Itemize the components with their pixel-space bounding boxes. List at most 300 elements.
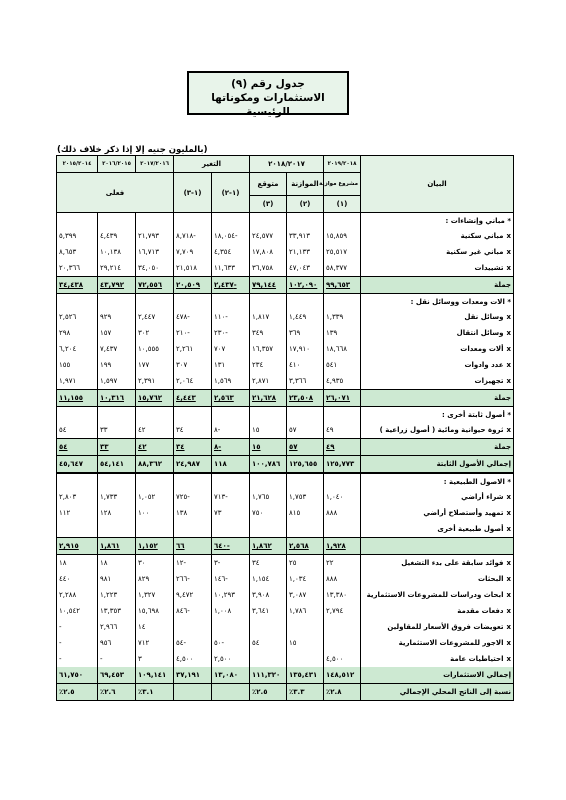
section-row bbox=[57, 407, 514, 423]
cell-value: ٧٩,١٤٤ bbox=[250, 277, 287, 294]
cell-value: ٤,٥٠٠ bbox=[324, 651, 361, 667]
cell-value: ٢,٥٢٦ bbox=[57, 309, 98, 325]
cell-value bbox=[324, 521, 361, 538]
table-row bbox=[57, 244, 514, 260]
cell-value: ٥٠- bbox=[212, 635, 250, 651]
cell-value: ١٠,٥٥٥ bbox=[136, 341, 174, 357]
cell-value: ٥٤ bbox=[250, 635, 287, 651]
row-label: xابحاث ودراسات للمشروعات الاستثمارية bbox=[361, 587, 514, 603]
cell-value: ٨٤٦- bbox=[174, 603, 212, 619]
cell-value: ١٢٥,٦٥٥ bbox=[287, 456, 324, 474]
cell-value: ٨٨٨ bbox=[324, 571, 361, 587]
cell-value bbox=[136, 473, 174, 489]
row-label: xأصول طبيعية أخرى bbox=[361, 521, 514, 538]
cell-value: ٥٤ bbox=[57, 439, 98, 456]
cell-value: ٢٥ bbox=[287, 555, 324, 572]
cell-value: ١,٥٦٩ bbox=[212, 373, 250, 390]
cell-value: ٧٣ bbox=[212, 505, 250, 521]
cell-value: ٣٠ bbox=[136, 555, 174, 572]
cell-value: ٢٢ bbox=[324, 555, 361, 572]
cell-value: ١٦,٣٥٧ bbox=[250, 341, 287, 357]
cell-value: ١,٣٢٧ bbox=[136, 587, 174, 603]
cell-value bbox=[287, 213, 324, 229]
cell-value: ٥٤- bbox=[174, 635, 212, 651]
cell-value bbox=[98, 213, 136, 229]
bullet-x-icon: x bbox=[506, 575, 511, 583]
cell-value bbox=[287, 651, 324, 667]
cell-value: ١٩٩ bbox=[98, 357, 136, 373]
cell-value: ٨,٧١٨- bbox=[174, 228, 212, 244]
cell-value: ١٨,٠٥٤- bbox=[212, 228, 250, 244]
table-row bbox=[57, 489, 514, 505]
cell-value: ١,٩٧١ bbox=[57, 373, 98, 390]
cell-value: ٣,٣٦٦ bbox=[287, 373, 324, 390]
bullet-x-icon: x bbox=[506, 591, 511, 599]
cell-value: ٢٣٤ bbox=[250, 357, 287, 373]
cell-value: ٥٤,١٤١ bbox=[98, 456, 136, 474]
bullet-x-icon: x bbox=[506, 559, 511, 567]
row-label: xمباني غير سكنية bbox=[361, 244, 514, 260]
cell-value: - bbox=[57, 619, 98, 635]
section-row bbox=[57, 473, 514, 489]
cell-value: ١٥٧ bbox=[98, 325, 136, 341]
bullet-x-icon: x bbox=[506, 493, 511, 501]
cell-value bbox=[57, 521, 98, 538]
cell-value: ٣٤ bbox=[250, 555, 287, 572]
bullet-x-icon: x bbox=[506, 623, 511, 631]
bullet-x-icon: x bbox=[506, 607, 511, 615]
cell-value: ١٠,٢٩٣ bbox=[212, 587, 250, 603]
cell-value: ١,٠٤٠ bbox=[324, 489, 361, 505]
cell-value: ١,٧٣٣ bbox=[98, 489, 136, 505]
cell-value: ١٦,٧١٣ bbox=[136, 244, 174, 260]
header-change-a: (١-٢) bbox=[212, 173, 250, 213]
cell-value bbox=[174, 213, 212, 229]
bullet-x-icon: x bbox=[506, 639, 511, 647]
bullet-x-icon: x bbox=[506, 329, 511, 337]
cell-value: ٧٥٠ bbox=[250, 505, 287, 521]
cell-value: ١,٧٥٣ bbox=[287, 489, 324, 505]
cell-value: ٣٣ bbox=[98, 422, 136, 439]
cell-value: ١٤٨,٥١٢ bbox=[324, 667, 361, 684]
cell-value: ٢,٣٩١ bbox=[136, 373, 174, 390]
cell-value: ٪٢.٥ bbox=[250, 684, 287, 701]
cell-value: ٪٢.٥ bbox=[57, 684, 98, 701]
cell-value: ٣ bbox=[136, 651, 174, 667]
cell-value: ٪٢.٨ bbox=[324, 684, 361, 701]
header-proj-n: (١) bbox=[324, 196, 361, 213]
cell-value: ٧٢,٥٥٦ bbox=[136, 277, 174, 294]
row-label: xفوائد سابقة على بدء التشغيل bbox=[361, 555, 514, 572]
cell-value: ١,٥٩٧ bbox=[98, 373, 136, 390]
cell-value: ١,٢٢٣ bbox=[98, 587, 136, 603]
cell-value bbox=[174, 294, 212, 310]
cell-value: ٢٦,٠٧١ bbox=[324, 390, 361, 407]
cell-value: ٧٢٥- bbox=[174, 489, 212, 505]
cell-value: ٤,٣٥٤ bbox=[212, 244, 250, 260]
cell-value: ٣٤ bbox=[174, 422, 212, 439]
cell-value: ١,٩٢٨ bbox=[324, 538, 361, 555]
cell-value bbox=[324, 294, 361, 310]
row-label: xألات ومعدات bbox=[361, 341, 514, 357]
cell-value: ٤٩ bbox=[324, 422, 361, 439]
row-label: xعدد وادوات bbox=[361, 357, 514, 373]
cell-value: ٣٣ bbox=[98, 439, 136, 456]
cell-value: ١,٧٨٦ bbox=[287, 603, 324, 619]
header-change-b: (١-٣) bbox=[174, 173, 212, 213]
cell-value bbox=[136, 521, 174, 538]
cell-value: ١١٨ bbox=[212, 456, 250, 474]
cell-value: ١,١٥٢ bbox=[136, 538, 174, 555]
header-proj: مشروع موازنة bbox=[324, 173, 361, 196]
cell-value: ٢,٩١٥ bbox=[57, 538, 98, 555]
cell-value: ٢,٥٦٨ bbox=[287, 538, 324, 555]
cell-value: ٨,٦٥٣ bbox=[57, 244, 98, 260]
cell-value: ١٠,٣١٦ bbox=[98, 390, 136, 407]
cell-value bbox=[136, 407, 174, 423]
cell-value: ٦٦ bbox=[174, 538, 212, 555]
cell-value: ٣,٦٤١ bbox=[250, 603, 287, 619]
table-row bbox=[57, 571, 514, 587]
table-row bbox=[57, 309, 514, 325]
cell-value: ٧١٢ bbox=[136, 635, 174, 651]
total-row bbox=[57, 439, 514, 456]
bullet-x-icon: x bbox=[506, 345, 511, 353]
cell-value: ١٣٩ bbox=[324, 325, 361, 341]
cell-value: ٨- bbox=[212, 439, 250, 456]
cell-value: ٤,٩٣٥ bbox=[324, 373, 361, 390]
row-label: إجمالي الاستثمارات bbox=[361, 667, 514, 684]
total-row bbox=[57, 538, 514, 555]
table-row bbox=[57, 260, 514, 277]
cell-value bbox=[174, 684, 212, 701]
cell-value bbox=[212, 684, 250, 701]
cell-value: ١٥٥ bbox=[57, 357, 98, 373]
row-label: xتعويضات فروق الأسعار للمقاولين bbox=[361, 619, 514, 635]
cell-value: ٢١,٥١٨ bbox=[174, 260, 212, 277]
cell-value: ٪٣.٣ bbox=[287, 684, 324, 701]
cell-value bbox=[212, 294, 250, 310]
cell-value: ١٨ bbox=[57, 555, 98, 572]
row-label: xالاجور للمشروعات الاستثمارية bbox=[361, 635, 514, 651]
row-label: * أصول ثابتة أخرى : bbox=[361, 407, 514, 423]
cell-value: - bbox=[57, 635, 98, 651]
cell-value: ١١,١٥٥ bbox=[57, 390, 98, 407]
cell-value bbox=[287, 619, 324, 635]
cell-value: ١٢٨ bbox=[98, 505, 136, 521]
bullet-x-icon: x bbox=[506, 377, 511, 385]
cell-value bbox=[250, 213, 287, 229]
cell-value: ١٥,٦٩٨ bbox=[136, 603, 174, 619]
cell-value: ٥٤ bbox=[57, 422, 98, 439]
cell-value: ٥,٣٩٩ bbox=[57, 228, 98, 244]
cell-value bbox=[287, 407, 324, 423]
cell-value: ٧٠٧ bbox=[212, 341, 250, 357]
cell-value: - bbox=[57, 651, 98, 667]
cell-value bbox=[57, 213, 98, 229]
cell-value: ١٤ bbox=[136, 619, 174, 635]
section-row bbox=[57, 294, 514, 310]
cell-value bbox=[324, 473, 361, 489]
bullet-x-icon: x bbox=[506, 232, 511, 240]
cell-value bbox=[212, 619, 250, 635]
header-actual: فعلى bbox=[57, 173, 174, 213]
cell-value: ٢,٤٤٧ bbox=[136, 309, 174, 325]
cell-value: ١١,٦٣٣ bbox=[212, 260, 250, 277]
bullet-x-icon: x bbox=[506, 361, 511, 369]
row-label: نسبة إلى الناتج المحلي الإجمالي bbox=[361, 684, 514, 701]
table-row bbox=[57, 228, 514, 244]
row-label: جملة bbox=[361, 277, 514, 294]
cell-value: ٣٠٧ bbox=[174, 357, 212, 373]
cell-value bbox=[287, 294, 324, 310]
cell-value: ١٣١ bbox=[212, 357, 250, 373]
cell-value: ١٠٩,١٤١ bbox=[136, 667, 174, 684]
cell-value: ١٣,٠٨٠ bbox=[212, 667, 250, 684]
cell-value: ٣٧,١٩١ bbox=[174, 667, 212, 684]
header-y3: ٢٠١٥/٢٠١٤ bbox=[57, 156, 98, 173]
table-row bbox=[57, 422, 514, 439]
cell-value: ١,٣٣٩ bbox=[324, 309, 361, 325]
table-row bbox=[57, 505, 514, 521]
cell-value: ٢١,١٣٣ bbox=[287, 244, 324, 260]
cell-value: ٦١,٧٥٠ bbox=[57, 667, 98, 684]
cell-value: ١,٨٦٢ bbox=[250, 538, 287, 555]
cell-value: ١٤٦- bbox=[212, 571, 250, 587]
cell-value: ١٣٥,٤٣١ bbox=[287, 667, 324, 684]
cell-value bbox=[212, 473, 250, 489]
cell-value: ١٧٧ bbox=[136, 357, 174, 373]
cell-value: ٢٠,٥٠٩ bbox=[174, 277, 212, 294]
cell-value: ١,٨١٧ bbox=[250, 309, 287, 325]
cell-value: ٢,٤٣٧- bbox=[212, 277, 250, 294]
cell-value: ٥٤١ bbox=[324, 357, 361, 373]
cell-value: ٣٠٢ bbox=[136, 325, 174, 341]
cell-value bbox=[57, 407, 98, 423]
table-row bbox=[57, 341, 514, 357]
cell-value bbox=[212, 407, 250, 423]
cell-value: ٤٧,٠٤٣ bbox=[287, 260, 324, 277]
header-year-group: ٢٠١٨/٢٠١٧ bbox=[250, 156, 324, 173]
cell-value: ٦,٢٠٤ bbox=[57, 341, 98, 357]
cell-value: ٣,٩٠٨ bbox=[250, 587, 287, 603]
row-label: جملة bbox=[361, 439, 514, 456]
cell-value: ٨٨٨ bbox=[324, 505, 361, 521]
cell-value bbox=[174, 521, 212, 538]
cell-value: ٢,٥٦٣ bbox=[212, 390, 250, 407]
bullet-x-icon: x bbox=[506, 509, 511, 517]
cell-value: ٢١٠- bbox=[174, 325, 212, 341]
section-row bbox=[57, 213, 514, 229]
cell-value: ١٥,٧٦٢ bbox=[136, 390, 174, 407]
cell-value: ٤٣,٧٩٢ bbox=[98, 277, 136, 294]
bullet-x-icon: x bbox=[506, 426, 511, 434]
cell-value: ٢,٢٨٨ bbox=[57, 587, 98, 603]
cell-value: ٢١,٦٢٨ bbox=[250, 390, 287, 407]
cell-value: ٣٦,٧٥٨ bbox=[250, 260, 287, 277]
row-label: xتجهيزات bbox=[361, 373, 514, 390]
cell-value bbox=[98, 294, 136, 310]
row-label: * الات ومعدات ووسائل نقل : bbox=[361, 294, 514, 310]
header-budget-n: (٢) bbox=[287, 196, 324, 213]
bullet-x-icon: x bbox=[506, 655, 511, 663]
cell-value: ٣- bbox=[212, 555, 250, 572]
cell-value: ٧,٤٣٧ bbox=[98, 341, 136, 357]
cell-value: ٢,٨٠٣ bbox=[57, 489, 98, 505]
header-proj-year: ٢٠١٩/٢٠١٨ bbox=[324, 156, 361, 173]
cell-value: ٩٨١ bbox=[98, 571, 136, 587]
cell-value: ٦٤٠- bbox=[212, 538, 250, 555]
cell-value: ١٥ bbox=[250, 422, 287, 439]
row-label: xشراء أراضي bbox=[361, 489, 514, 505]
cell-value: ٪٢.٦ bbox=[98, 684, 136, 701]
cell-value: ٤٥,٦٤٧ bbox=[57, 456, 98, 474]
table-row bbox=[57, 619, 514, 635]
cell-value: ١٠,٥٤٢ bbox=[57, 603, 98, 619]
cell-value: ٩,٤٧٢ bbox=[174, 587, 212, 603]
cell-value bbox=[250, 294, 287, 310]
cell-value bbox=[212, 213, 250, 229]
row-label: xثروة حيوانية ومائية ( أصول زراعية ) bbox=[361, 422, 514, 439]
cell-value: ٥٧ bbox=[287, 422, 324, 439]
cell-value: ٧,٧٠٩ bbox=[174, 244, 212, 260]
cell-value bbox=[57, 294, 98, 310]
cell-value bbox=[136, 294, 174, 310]
cell-value: ٥٨,٣٧٧ bbox=[324, 260, 361, 277]
cell-value: ١٢- bbox=[174, 555, 212, 572]
bullet-x-icon: x bbox=[506, 264, 511, 272]
cell-value: ٣٤,٤٣٨ bbox=[57, 277, 98, 294]
cell-value: ٢٤,٥٧٧ bbox=[250, 228, 287, 244]
cell-value: ١٧,٨٠٨ bbox=[250, 244, 287, 260]
cell-value: ٣٦٩ bbox=[287, 325, 324, 341]
cell-value bbox=[324, 619, 361, 635]
cell-value: ٩٥٦ bbox=[98, 635, 136, 651]
cell-value: ١,٧٦٥ bbox=[250, 489, 287, 505]
row-label: xدفعات مقدمة bbox=[361, 603, 514, 619]
cell-value: ٢٣,٥٠٨ bbox=[287, 390, 324, 407]
cell-value: ٢١,٧٩٣ bbox=[136, 228, 174, 244]
table-row bbox=[57, 603, 514, 619]
cell-value: ٣,٠٨٧ bbox=[287, 587, 324, 603]
row-label: xالبحثات bbox=[361, 571, 514, 587]
cell-value: ١١١,٣٢٠ bbox=[250, 667, 287, 684]
cell-value: ١٠٠ bbox=[136, 505, 174, 521]
cell-value: ٥٧ bbox=[287, 439, 324, 456]
cell-value: ١٠٢,٠٩٠ bbox=[287, 277, 324, 294]
cell-value bbox=[212, 521, 250, 538]
cell-value: ٨١٥ bbox=[287, 505, 324, 521]
table-row bbox=[57, 357, 514, 373]
cell-value: ٢,٥٠٠ bbox=[212, 651, 250, 667]
cell-value bbox=[174, 407, 212, 423]
cell-value: ١٢٥,٧٧٣ bbox=[324, 456, 361, 474]
cell-value: ١,٠٣٤ bbox=[287, 571, 324, 587]
cell-value: ٨٨,٣٦٢ bbox=[136, 456, 174, 474]
cell-value: ٢٠,٣٦٦ bbox=[57, 260, 98, 277]
cell-value: ٢,٠٦٤ bbox=[174, 373, 212, 390]
header-change: التغير bbox=[174, 156, 250, 173]
cell-value: ٢,٧٩٤ bbox=[324, 603, 361, 619]
cell-value: ٤١٠ bbox=[287, 357, 324, 373]
cell-value: ١١٠- bbox=[212, 309, 250, 325]
header-budget: الموازنة bbox=[287, 173, 324, 196]
cell-value bbox=[324, 635, 361, 651]
table-row bbox=[57, 651, 514, 667]
cell-value: ١٠٠,٧٨٦ bbox=[250, 456, 287, 474]
cell-value: ٢٣٠- bbox=[212, 325, 250, 341]
cell-value: ١٣,٣٨٠ bbox=[324, 587, 361, 603]
row-label: xتشييدات bbox=[361, 260, 514, 277]
cell-value: ١,٤٤٩ bbox=[287, 309, 324, 325]
cell-value bbox=[250, 619, 287, 635]
header-y2: ٢٠١٦/٢٠١٥ bbox=[98, 156, 136, 173]
cell-value: ٢٥,٥١٧ bbox=[324, 244, 361, 260]
cell-value bbox=[98, 407, 136, 423]
cell-value: ١١٢ bbox=[57, 505, 98, 521]
table-row bbox=[57, 635, 514, 651]
cell-value: ١٥,٨٥٩ bbox=[324, 228, 361, 244]
cell-value bbox=[57, 473, 98, 489]
cell-value bbox=[250, 521, 287, 538]
cell-value: ١,٨٦١ bbox=[98, 538, 136, 555]
cell-value: ١٣,٣٥٣ bbox=[98, 603, 136, 619]
cell-value: ١٨,٦٦٨ bbox=[324, 341, 361, 357]
table-row bbox=[57, 373, 514, 390]
cell-value: ٨٢٩ bbox=[136, 571, 174, 587]
row-label: xوسائل نقل bbox=[361, 309, 514, 325]
cell-value bbox=[250, 651, 287, 667]
table-row bbox=[57, 555, 514, 572]
table-body bbox=[57, 213, 514, 701]
cell-value: ٤٢ bbox=[136, 422, 174, 439]
cell-value: ٤٩ bbox=[324, 439, 361, 456]
table-row bbox=[57, 667, 514, 684]
table-row bbox=[57, 325, 514, 341]
cell-value: ٤,٤٤٣ bbox=[174, 390, 212, 407]
cell-value: ١٣٨ bbox=[174, 505, 212, 521]
cell-value bbox=[287, 521, 324, 538]
cell-value: ٣٤,٠٥٠ bbox=[136, 260, 174, 277]
cell-value: ٧١٣- bbox=[212, 489, 250, 505]
cell-value: ١,٠٠٨ bbox=[212, 603, 250, 619]
total-row bbox=[57, 390, 514, 407]
header-expected-n: (٣) bbox=[250, 196, 287, 213]
cell-value: ٣٣,٩١٣ bbox=[287, 228, 324, 244]
cell-value: ٢,٨٧١ bbox=[250, 373, 287, 390]
cell-value bbox=[174, 473, 212, 489]
cell-value bbox=[136, 213, 174, 229]
cell-value: ١٥ bbox=[287, 635, 324, 651]
cell-value: ٩٢٩ bbox=[98, 309, 136, 325]
cell-value: ٨- bbox=[212, 422, 250, 439]
cell-value: ٤٧٨- bbox=[174, 309, 212, 325]
cell-value: ٣٤٩ bbox=[250, 325, 287, 341]
cell-value: ٢٩٨ bbox=[57, 325, 98, 341]
table-row bbox=[57, 587, 514, 603]
cell-value: ١,٠٥٢ bbox=[136, 489, 174, 505]
row-label: xوسائل انتقال bbox=[361, 325, 514, 341]
unit-note: (بالمليون جنيه إلا إذا ذكر خلاف ذلك) bbox=[57, 145, 208, 155]
cell-value bbox=[98, 521, 136, 538]
cell-value bbox=[98, 473, 136, 489]
row-label: xمباني سكنية bbox=[361, 228, 514, 244]
row-label: xاحتياطيات عامة bbox=[361, 651, 514, 667]
cell-value: ١٠,١٣٨ bbox=[98, 244, 136, 260]
cell-value: ٣٤ bbox=[174, 439, 212, 456]
cell-value: ٤٢ bbox=[136, 439, 174, 456]
cell-value: ١,١٥٤ bbox=[250, 571, 287, 587]
